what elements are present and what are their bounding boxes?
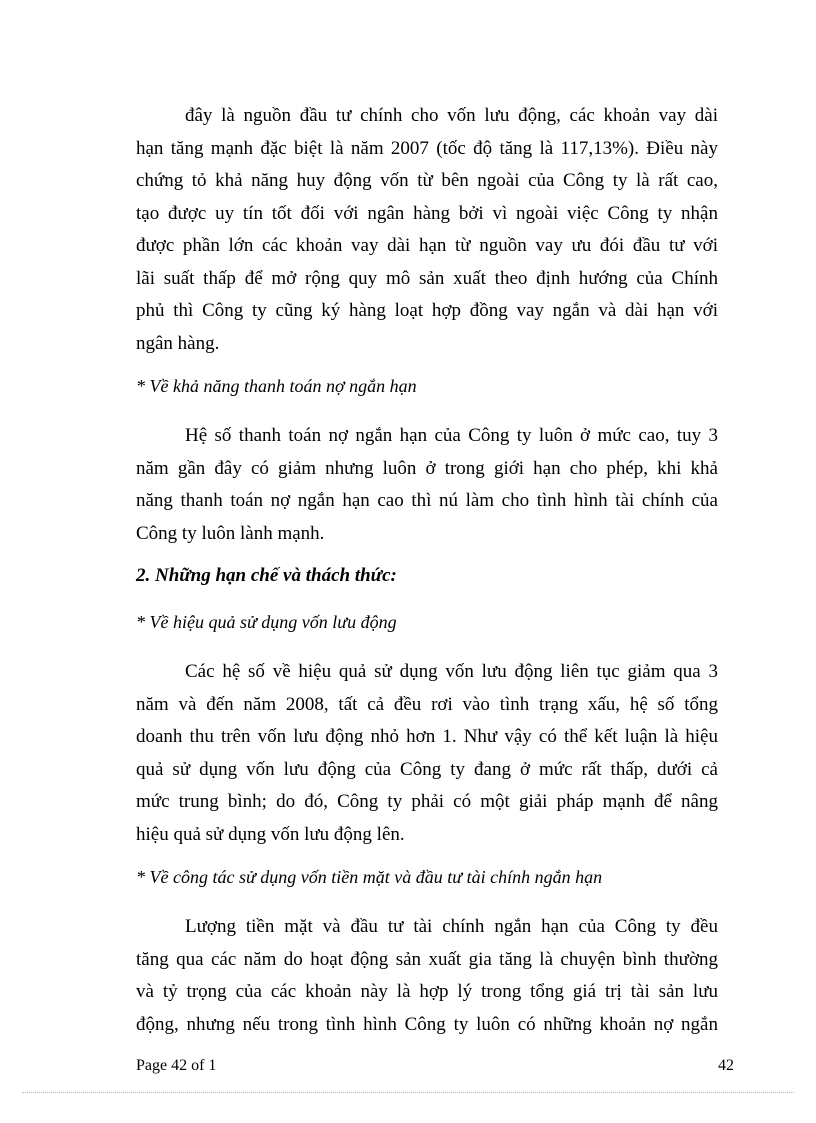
text-line: hạn tăng mạnh đặc biệt là năm 2007 (tốc độ tăng là 117,13%). Điều này [136, 137, 718, 159]
paragraph-cash-and-investments [136, 911, 718, 1041]
paragraph-working-capital-efficiency [136, 656, 718, 851]
text-line: Hệ số thanh toán nợ ngắn hạn của Công ty luôn ở mức cao, tuy 3 [185, 425, 718, 446]
section-heading: 2. Những hạn chế và thách thức: [136, 565, 397, 586]
text-line: động, nhưng nếu trong tình hình Công ty luôn có những khoản nợ ngắn [136, 1013, 718, 1035]
text-line: chứng tỏ khả năng huy động vốn từ bên ngoài của Công ty là rất cao, [136, 170, 718, 191]
text-line: phủ thì Công ty cũng ký hàng loạt hợp đồng vay ngắn và dài hạn với [136, 300, 718, 321]
footer-page-label: Page 42 of 1 [136, 1057, 217, 1074]
page-bottom-divider [22, 1092, 794, 1093]
text-line: mức trung bình; do đó, Công ty phải có một giải pháp mạnh để nâng [136, 791, 718, 812]
text-line: lãi suất thấp để mở rộng quy mô sản xuất theo định hướng của Chính [136, 267, 718, 289]
subheading-working-capital-efficiency: * Về hiệu quả sử dụng vốn lưu động [136, 612, 397, 632]
text-line: Lượng tiền mặt và đầu tư tài chính ngắn hạn của Công ty đều [185, 916, 718, 937]
text-line: tăng qua các năm do hoạt động sản xuất gia tăng là chuyện bình thường [136, 948, 718, 970]
text-line: tạo được uy tín tốt đối với ngân hàng bởi vì ngoài việc Công ty nhận [136, 202, 718, 224]
text-line: quả sử dụng vốn lưu động của Công ty đang ở mức rất thấp, dưới cả [136, 758, 718, 780]
footer-page-number: 42 [718, 1057, 734, 1074]
page-body [136, 100, 718, 1055]
text-line: năm gần đây có giảm nhưng luôn ở trong giới hạn cho phép, khi khả [136, 457, 718, 479]
text-line: Công ty luôn lành mạnh. [136, 522, 325, 544]
text-line: ngân hàng. [136, 332, 220, 354]
subheading-short-term-solvency: * Về khả năng thanh toán nợ ngắn hạn [136, 376, 417, 396]
text-line: năm và đến năm 2008, tất cả đều rơi vào tình trạng xấu, hệ số tổng [136, 693, 718, 715]
text-line: và tỷ trọng của các khoản này là hợp lý trong tổng giá trị tài sản lưu [136, 981, 718, 1002]
subheading-cash-and-investments: * Về công tác sử dụng vốn tiền mặt và đầu tư tài chính ngắn hạn [136, 867, 603, 887]
text-line: được phần lớn các khoản vay dài hạn từ nguồn vay ưu đói đầu tư với [136, 235, 718, 256]
paragraph-long-term-loans [136, 100, 718, 360]
text-line: đây là nguồn đầu tư chính cho vốn lưu động, các khoản vay dài [185, 105, 718, 126]
paragraph-short-term-solvency [136, 420, 718, 550]
text-line: năng thanh toán nợ ngắn hạn cao thì nú làm cho tình hình tài chính của [136, 490, 718, 511]
text-line: doanh thu trên vốn lưu động nhỏ hơn 1. Như vậy có thể kết luận là hiệu [136, 726, 718, 747]
text-line: Các hệ số về hiệu quả sử dụng vốn lưu động liên tục giảm qua 3 [185, 661, 718, 682]
text-line: hiệu quả sử dụng vốn lưu động lên. [136, 823, 405, 845]
